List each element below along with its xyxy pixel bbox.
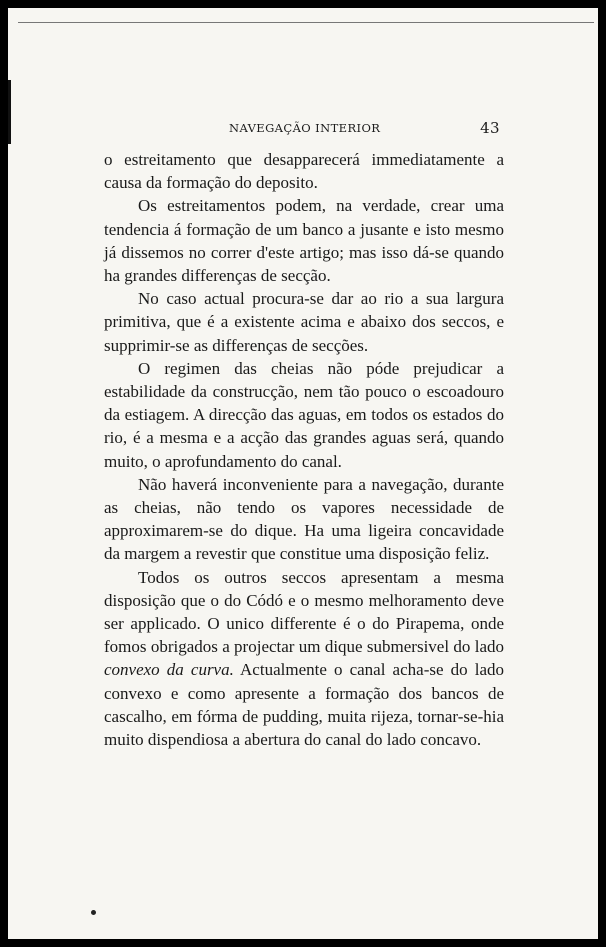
running-title: NAVEGAÇÃO INTERIOR [229, 121, 381, 135]
paragraph-last [104, 566, 504, 752]
italic-phrase: convexo da curva. [104, 660, 234, 680]
top-rule [18, 22, 594, 23]
paragraph: o estreitamento que desapparecerá immediatamente a causa da formação do deposito. [104, 150, 504, 193]
book-page [8, 8, 598, 939]
paragraph-text: Todos os outros seccos apresentam a mesma disposição que o do Códó e o mesmo melhoramento deve ser applicado. O unico differente é o do Pirapema, onde fomos obrigados a projectar um dique submersivel do lado [104, 567, 504, 657]
page-edge-shadow [8, 80, 11, 144]
paragraph: No caso actual procura-se dar ao rio a sua largura primitiva, que é a existente acima e abaixo dos seccos, e supprimir-se as differenças de secções. [104, 289, 504, 355]
ink-spot [91, 910, 96, 915]
paragraph: Os estreitamentos podem, na verdade, crear uma tendencia á formação de um banco a jusante e isto mesmo já dissemos no correr d'este artigo; mas isso dá-se quando ha grandes differenças de secção. [104, 196, 504, 286]
body-text [104, 148, 504, 751]
paragraph-text: Actualmente o canal acha-se do lado convexo e como apresente a formação dos bancos de cascalho, em fórma de pudding, muita rijeza, tornar-se-hia muito dispendiosa a abertura do canal do lado concavo. [104, 660, 505, 750]
paragraph: Não haverá inconveniente para a navegação, durante as cheias, não tendo os vapores necessidade de approximarem-se do dique. Ha uma ligeira concavidade da margem a revestir que constitue uma disposição feliz. [104, 474, 504, 564]
paragraph: O regimen das cheias não póde prejudicar a estabilidade da construcção, nem tão pouco o escoadouro da estiagem. A direcção das aguas, em todos os estados do rio, é a mesma e a acção das grandes aguas será, quando muito, o aprofundamento do canal. [104, 358, 504, 471]
page-number: 43 [480, 119, 500, 137]
